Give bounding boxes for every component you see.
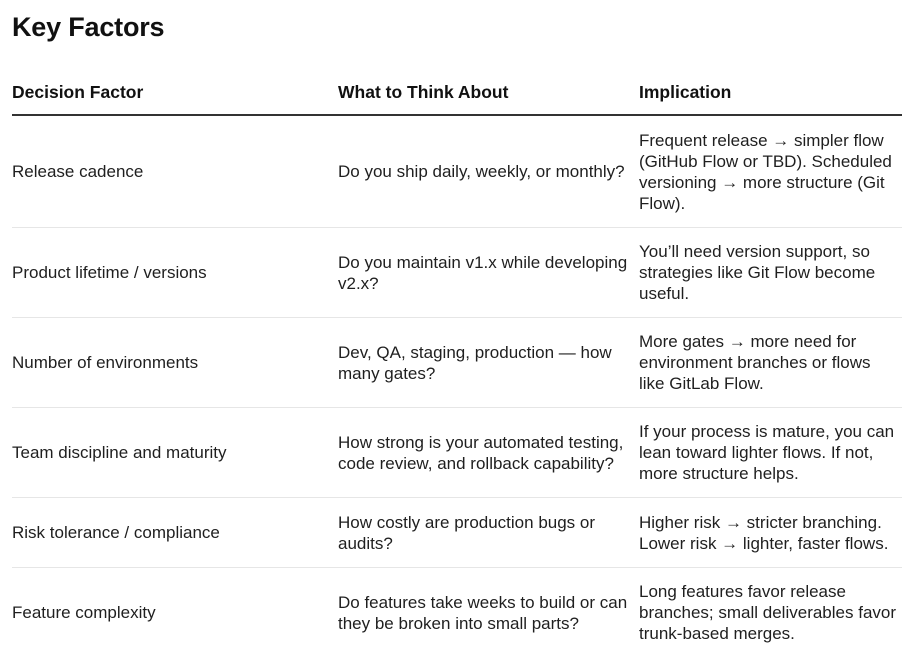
table-row <box>12 498 902 568</box>
question-cell: Dev, QA, staging, production — how many gates? <box>338 318 639 408</box>
table-row <box>12 568 902 658</box>
factor-cell: Feature complexity <box>12 603 156 622</box>
implication-cell: More gates → more need for environment branches or flows like GitLab Flow. <box>639 318 902 408</box>
header-implication: Implication <box>639 72 902 115</box>
table-row <box>12 228 902 318</box>
header-decision-factor: Decision Factor <box>12 72 338 115</box>
factor-cell: Number of environments <box>12 318 338 408</box>
question-cell: Do features take weeks to build or can they be broken into small parts? <box>338 592 628 633</box>
table-row <box>12 115 902 228</box>
question-cell: Do you maintain v1.x while developing v2.x? <box>338 228 639 318</box>
implication-cell: If your process is mature, you can lean toward lighter flows. If not, more structure helps. <box>639 408 902 498</box>
question-cell: Do you ship daily, weekly, or monthly? <box>338 115 639 228</box>
key-factors-table <box>12 72 902 657</box>
question-cell: How strong is your automated testing, code review, and rollback capability? <box>338 408 639 498</box>
factor-cell: Release cadence <box>12 115 338 228</box>
page-title: Key Factors <box>12 12 165 42</box>
table-row <box>12 318 902 408</box>
implication-cell: You’ll need version support, so strategies like Git Flow become useful. <box>639 228 902 318</box>
header-row <box>12 72 902 115</box>
implication-cell: Frequent release → simpler flow (GitHub Flow or TBD). Scheduled versioning → more structure (Git Flow). <box>639 115 902 228</box>
implication-cell: Higher risk → stricter branching. Lower risk → lighter, faster flows. <box>639 498 902 568</box>
factor-cell: Risk tolerance / compliance <box>12 498 338 568</box>
question-cell: How costly are production bugs or audits? <box>338 498 639 568</box>
table-header <box>12 72 902 115</box>
table-body <box>12 115 902 657</box>
factor-cell: Product lifetime / versions <box>12 228 338 318</box>
header-what-to-think-about: What to Think About <box>338 72 639 115</box>
factor-cell: Team discipline and maturity <box>12 408 338 498</box>
implication-cell: Long features favor release branches; small deliverables favor trunk-based merges. <box>639 582 897 643</box>
table-row <box>12 408 902 498</box>
